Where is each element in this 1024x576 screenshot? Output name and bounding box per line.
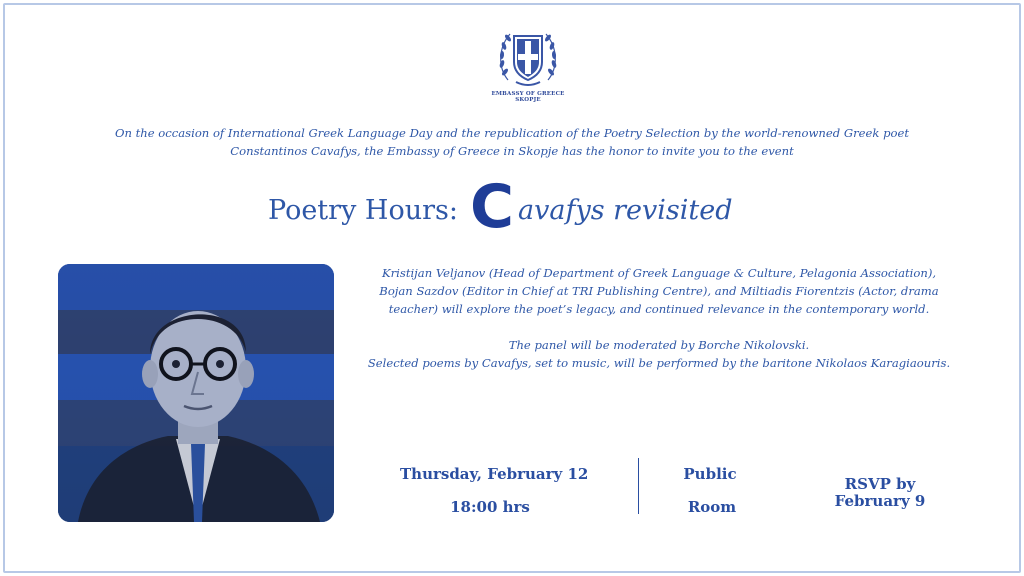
embassy-caption-line1: EMBASSY OF GREECE [491, 91, 565, 97]
title-part-1: Poetry Hours: [268, 195, 458, 226]
description-line-2: Bojan Sazdov (Editor in Chief at TRI Publishing Centre), and Miltiadis Fiorentzis (Actor, drama [379, 284, 939, 298]
rsvp-line-1: RSVP by [844, 475, 916, 493]
description-line-5: Selected poems by Cavafys, set to music, will be performed by the baritone Nikolaos Karagiaouris. [367, 356, 951, 370]
intro-text [60, 124, 964, 160]
title-part-2: avafys revisited [518, 195, 733, 226]
title-big-letter: C [470, 172, 515, 242]
venue-line-2: Room [687, 498, 737, 516]
rsvp-line-2: February 9 [834, 492, 926, 510]
info-divider [638, 458, 639, 514]
description-line-3: teacher) will explore the poet’s legacy, and continued relevance in the contemporary world. [388, 302, 930, 316]
description-line-4: The panel will be moderated by Borche Nikolovski. [508, 338, 810, 352]
embassy-caption [478, 91, 578, 103]
description-line-1: Kristijan Veljanov (Head of Department of Greek Language & Culture, Pelagonia Association), [381, 266, 937, 280]
event-time: 18:00 hrs [450, 498, 530, 516]
cavafy-portrait [58, 264, 334, 522]
intro-line-1: On the occasion of International Greek Language Day and the republication of the Poetry Selection by the world-renowned Greek poet [114, 126, 910, 140]
venue-line-1: Public [683, 465, 737, 483]
embassy-caption-line2: SKOPJE [515, 97, 541, 103]
event-description [352, 264, 966, 372]
intro-line-2: Constantinos Cavafys, the Embassy of Greece in Skopje has the honor to invite you to the event [230, 144, 794, 158]
event-date: Thursday, February 12 [400, 465, 589, 483]
